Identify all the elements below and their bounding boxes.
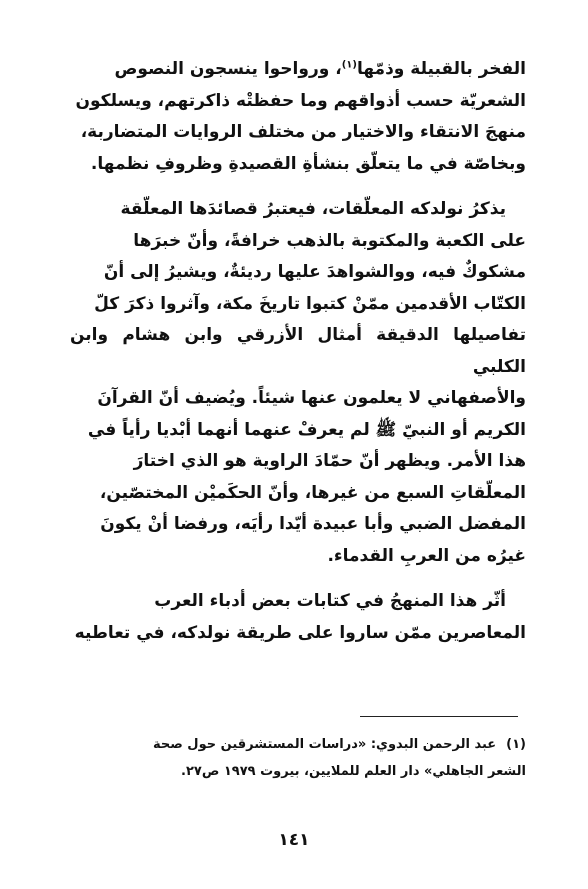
text-line <box>70 194 526 226</box>
paragraph-1 <box>70 54 526 180</box>
text-line: منهجَ الانتقاء والاختيار من مختلف الروايات المتضاربة، <box>80 122 526 142</box>
text-line: والأصفهاني لا يعلمون عنها شيئاً. ويُضيف أنّ القرآنَ <box>97 388 526 408</box>
text-line: المفضل الضبي وأبا عبيدة أيّدا رأيَه، ورفضا أنْ يكونَ <box>100 514 526 534</box>
text-line: تفاصيلها الدقيقة أمثال الأزرقي وابن هشام وابن الكلبي <box>70 325 526 377</box>
footnote-marker[interactable]: (١) <box>341 59 357 71</box>
text-line: المعلّقاتِ السبع من غيرها، وأنّ الحكَميْن المختصّين، <box>99 482 526 503</box>
text-line: غيرُه من العربِ القدماء. <box>327 545 526 566</box>
footnote-text: عبد الرحمن البدوي: «دراسات المستشرقين حول صحة <box>152 737 497 752</box>
text-line: هذا الأمر. ويظهر أنّ حمّادَ الراوية هو الذي اختارَ <box>133 451 526 471</box>
text-line <box>70 586 526 618</box>
text-fragment: يذكرُ نولدكه المعلّقات، فيعتبرُ قصائدَها المعلّقة <box>120 199 506 219</box>
text-line: المعاصرين ممّن ساروا على طريقة نولدكه، في تعاطيه <box>74 622 526 643</box>
paragraph-3 <box>70 586 526 649</box>
text-line: مشكوكٌ فيه، ووالشواهدَ عليها رديئةٌ، ويشيرُ إلى أنّ <box>103 262 526 282</box>
text-fragment: أثّر هذا المنهجُ في كتابات بعض أدباء العرب <box>154 591 506 611</box>
paragraph-2 <box>70 194 526 572</box>
footnote-divider <box>360 716 518 717</box>
text-fragment: ، ورواحوا ينسجون النصوص <box>114 59 342 79</box>
text-line: على الكعبة والمكتوبة بالذهب خرافةً، وأنّ خبرَها <box>133 230 526 251</box>
text-line: الكتّاب الأقدمين ممّنْ كتبوا تاريخَ مكة، وآثروا ذكرَ كلّ <box>94 293 526 314</box>
page-number: ١٤١ <box>278 830 310 850</box>
footnote-number: (١) <box>506 737 526 752</box>
footnote <box>70 731 526 785</box>
footnote-line <box>70 731 526 758</box>
text-fragment: الفخر بالقبيلة وذمّها <box>356 59 526 79</box>
text-line: الكريم أو النبيّ ﷺ لم يعرفْ عنهما أنهما أبْديا رأياً في <box>87 419 526 440</box>
footnote-line: الشعر الجاهلي» دار العلم للملايين، بيروت ١٩٧٩ ص٢٧. <box>180 764 526 779</box>
text-line: وبخاصّة في ما يتعلّق بنشأةِ القصيدةِ وظروفِ نظمها. <box>90 153 526 174</box>
text-line: الشعريّة حسب أذواقهم وما حفظتْه ذاكرتهم، ويسلكون <box>75 90 526 111</box>
text-line <box>70 54 526 86</box>
body-text <box>70 54 526 649</box>
